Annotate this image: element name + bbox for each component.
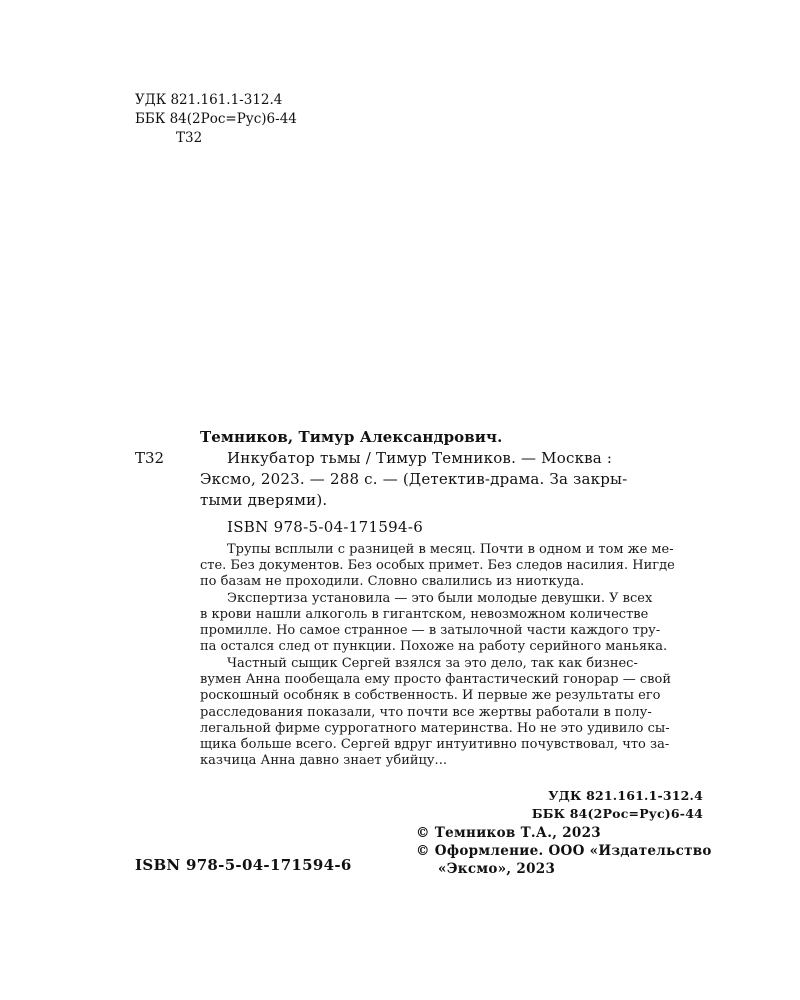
record-line: Эксмо, 2023. — 288 с. — (Детектив-драма. За закры- <box>200 470 628 488</box>
udk-code <box>135 91 282 110</box>
copyright-publisher: «Эксмо», 2023 <box>438 861 556 877</box>
record-code: Т32 <box>135 449 165 467</box>
annotation-line: па остался след от пункции. Похоже на работу серийного маньяка. <box>200 639 668 654</box>
author-code-top: Т32 <box>176 130 203 146</box>
footer-udk: УДК 821.161.1-312.4 <box>548 788 703 803</box>
annotation-line: Трупы всплыли с разницей в месяц. Почти в одном и том же ме- <box>227 542 674 557</box>
annotation-line: Экспертиза установила — это были молодые девушки. У всех <box>227 591 653 606</box>
bbk-code <box>135 110 297 129</box>
annotation-line: легальной фирме суррогатного материнства. Но не это удивило сы- <box>200 721 670 736</box>
annotation-line: промилле. Но самое странное — в затылочной части каждого тру- <box>200 623 661 638</box>
annotation-line: щика больше всего. Сергей вдруг интуитивно почувствовал, что за- <box>200 737 670 752</box>
footer-bbk: ББК 84(2Рос=Рус)6-44 <box>531 806 703 821</box>
copyright-author: © Темников Т.А., 2023 <box>416 825 602 841</box>
bbk-code-text: ББК 84(2Рос=Рус)6-44 <box>135 111 297 127</box>
annotation-line: казчица Анна давно знает убийцу... <box>200 753 447 768</box>
annotation-line: по базам не проходили. Словно свалились из ниоткуда. <box>200 574 585 589</box>
annotation-line: роскошный особняк в собственность. И первые же результаты его <box>200 688 661 703</box>
record-author: Темников, Тимур Александрович. <box>200 428 503 446</box>
record-line: Инкубатор тьмы / Тимур Темников. — Москва : <box>227 449 613 467</box>
copyright-design: © Оформление. ООО «Издательство <box>416 843 712 859</box>
isbn-bottom: ISBN 978-5-04-171594-6 <box>135 856 352 874</box>
annotation-line: Частный сыщик Сергей взялся за это дело, так как бизнес- <box>227 656 638 671</box>
annotation-line: вумен Анна пообещала ему просто фантастический гонорар — свой <box>200 672 671 687</box>
annotation-line: в крови нашли алкоголь в гигантском, невозможном количестве <box>200 607 649 622</box>
udk-code-text: УДК 821.161.1-312.4 <box>135 92 283 108</box>
record-isbn: ISBN 978-5-04-171594-6 <box>227 518 424 536</box>
annotation-line: сте. Без документов. Без особых примет. Без следов насилия. Нигде <box>200 558 675 573</box>
record-line: тыми дверями). <box>200 491 328 509</box>
annotation-line: расследования показали, что почти все жертвы работали в полу- <box>200 705 652 720</box>
